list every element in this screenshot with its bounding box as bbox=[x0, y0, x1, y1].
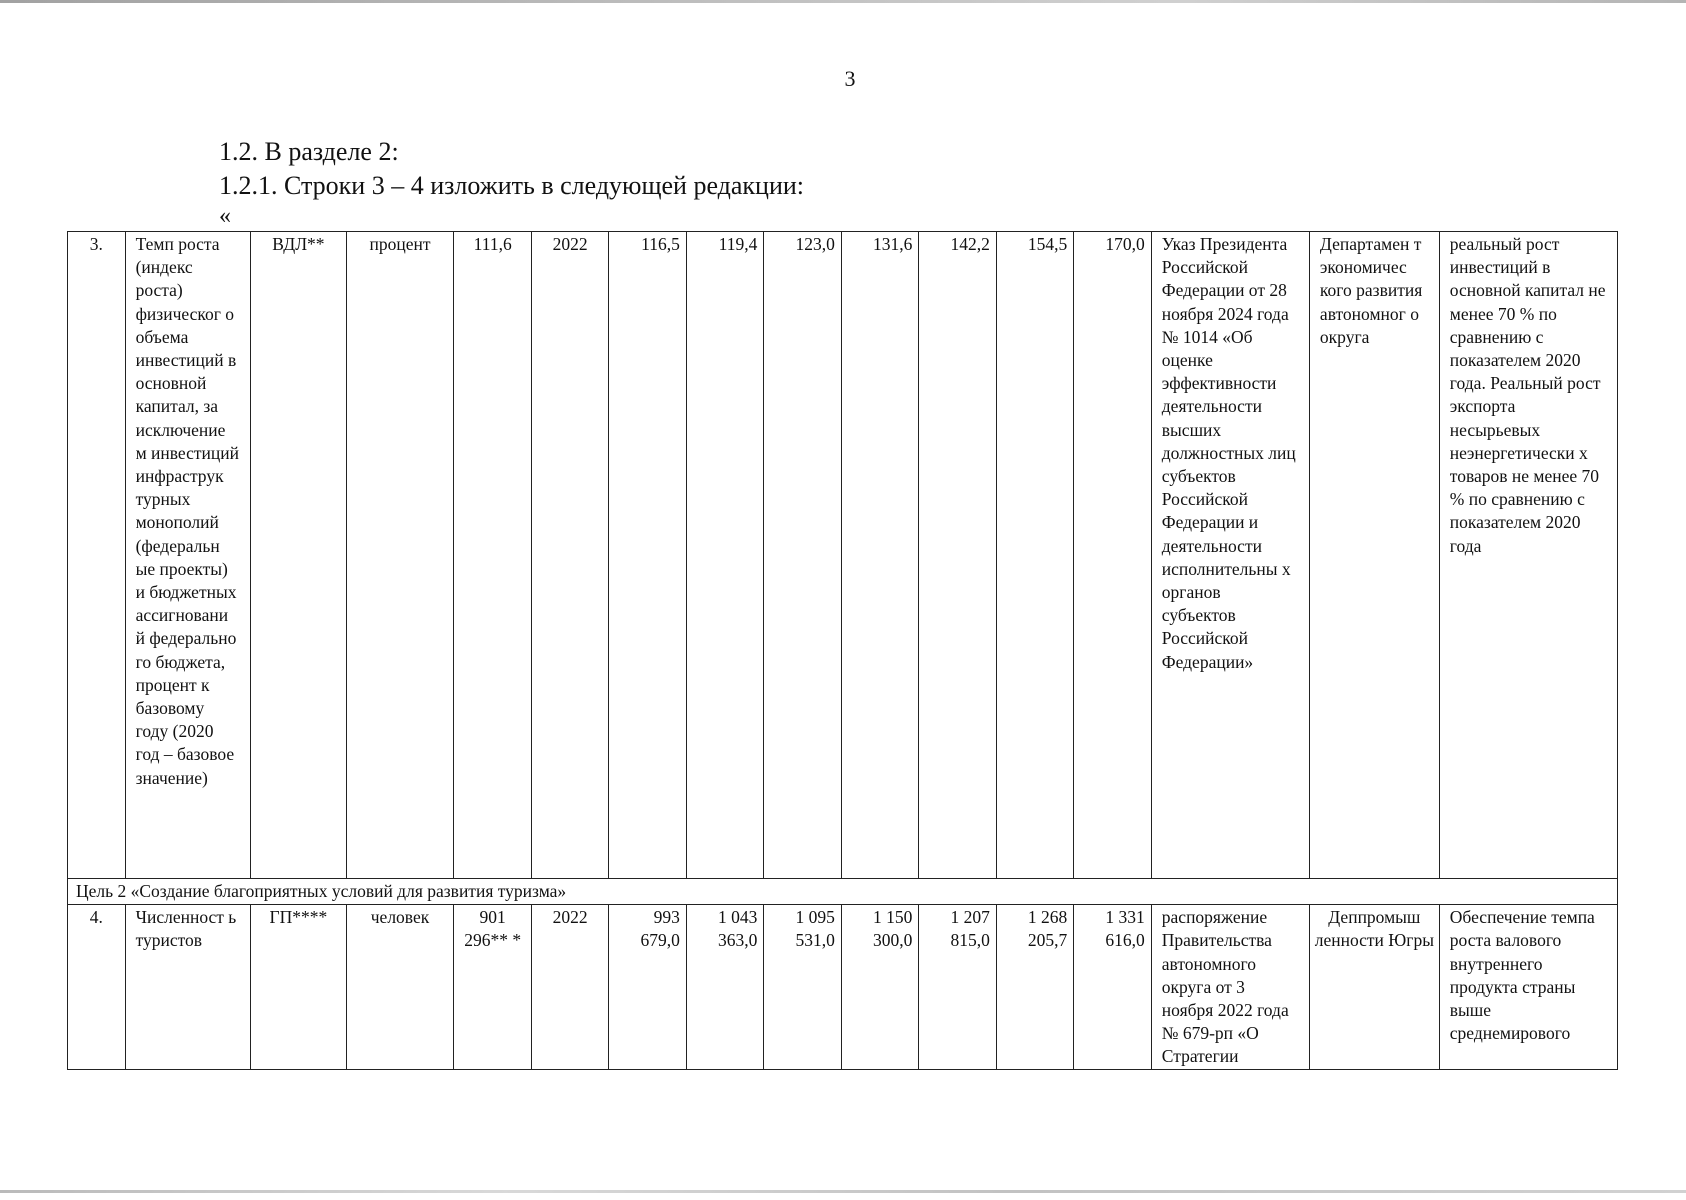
row-number-cell: 3. bbox=[68, 232, 126, 879]
indicator-level-cell: ГП**** bbox=[251, 905, 346, 1069]
section-heading: 1.2. В разделе 2: bbox=[219, 137, 399, 166]
value-cell: 119,4 bbox=[686, 232, 763, 879]
value-cell: 142,2 bbox=[919, 232, 996, 879]
value-cell: 131,6 bbox=[841, 232, 918, 879]
link-cell: Обеспечение темпа роста валового внутреннего продукта страны выше среднемирового bbox=[1439, 905, 1617, 1069]
indicator-name-cell: Темп роста (индекс роста) физическог о объема инвестиций в основной капитал, за исключение м инвестиций инфраструк турных монополий (федеральн ые проекты) и бюджетных ассигновани й федерально го бюджета, процент к базовому году (2020 год – базовое значение) bbox=[125, 232, 251, 879]
document-cell: Указ Президента Российской Федерации от 28 ноября 2024 года № 1014 «Об оценке эффективности деятельности высших должностных лиц субъектов Российской Федерации и деятельности исполнительны х органов субъектов Российской Федерации» bbox=[1151, 232, 1309, 879]
row-number-cell: 4. bbox=[68, 905, 126, 1069]
table-row bbox=[68, 232, 1618, 879]
base-year-cell: 2022 bbox=[531, 905, 608, 1069]
value-cell: 1 043 363,0 bbox=[686, 905, 763, 1069]
value-cell: 154,5 bbox=[996, 232, 1073, 879]
unit-cell: человек bbox=[346, 905, 454, 1069]
value-cell: 993 679,0 bbox=[609, 905, 686, 1069]
goal-row bbox=[68, 879, 1618, 905]
indicator-name-cell: Численност ь туристов bbox=[125, 905, 251, 1069]
value-cell: 1 207 815,0 bbox=[919, 905, 996, 1069]
value-cell: 170,0 bbox=[1074, 232, 1151, 879]
base-value-cell: 111,6 bbox=[454, 232, 531, 879]
indicators-table bbox=[67, 231, 1618, 1070]
opening-quote-mark: « bbox=[219, 203, 231, 229]
value-cell: 1 331 616,0 bbox=[1074, 905, 1151, 1069]
scan-edge-top bbox=[0, 0, 1686, 3]
table-row bbox=[68, 905, 1618, 1069]
value-cell: 123,0 bbox=[764, 232, 841, 879]
scan-edge-bottom bbox=[0, 1190, 1686, 1193]
goal-cell: Цель 2 «Создание благоприятных условий для развития туризма» bbox=[68, 879, 1618, 905]
value-cell: 1 268 205,7 bbox=[996, 905, 1073, 1069]
base-year-cell: 2022 bbox=[531, 232, 608, 879]
document-cell: распоряжение Правительства автономного округа от 3 ноября 2022 года № 679-рп «О Стратегии bbox=[1151, 905, 1309, 1069]
base-value-cell: 901 296** * bbox=[454, 905, 531, 1069]
value-cell: 1 095 531,0 bbox=[764, 905, 841, 1069]
link-cell: реальный рост инвестиций в основной капитал не менее 70 % по сравнению с показателем 2020 года. Реальный рост экспорта несырьевых неэнергетически х товаров не менее 70 % по сравнению с показателем 2020 года bbox=[1439, 232, 1617, 879]
unit-cell: процент bbox=[346, 232, 454, 879]
indicator-level-cell: ВДЛ** bbox=[251, 232, 346, 879]
responsible-cell: Департамен т экономичес кого развития автономног о округа bbox=[1309, 232, 1439, 879]
value-cell: 116,5 bbox=[609, 232, 686, 879]
value-cell: 1 150 300,0 bbox=[841, 905, 918, 1069]
subsection-heading: 1.2.1. Строки 3 – 4 изложить в следующей редакции: bbox=[219, 171, 805, 200]
responsible-cell: Деппромыш ленности Югры bbox=[1309, 905, 1439, 1069]
page-number: 3 bbox=[844, 66, 856, 91]
